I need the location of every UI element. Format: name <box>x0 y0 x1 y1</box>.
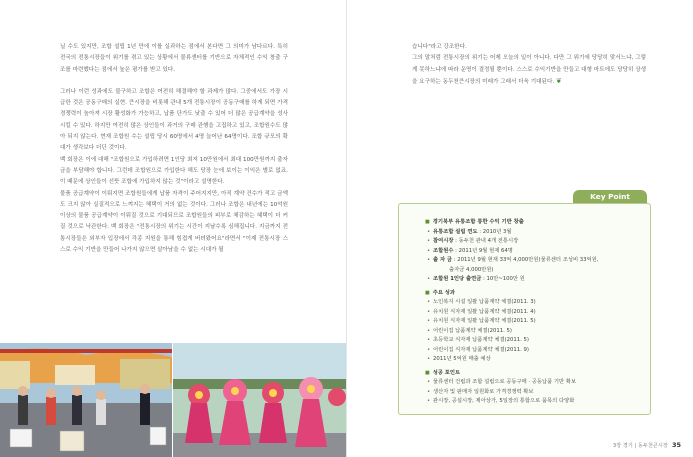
key-point-item <box>425 317 645 327</box>
key-point-item-value: : 동두천 관내 4개 전통시장 <box>453 238 519 244</box>
left-paragraph-3: 백 회장은 이에 대해 "조합원으로 가입하려면 1인당 최저 10만원에서 최대 100만원까지 출자금을 부담해야 합니다. 그런데 조합원으로 가입한다 해도 당장 눈에 보이는 이익은 별로 없죠. 이 때문에 상인들이 선뜻 조합에 가입하지 않는 것"이라고 설명한다. <box>60 156 288 186</box>
key-point-item-value: 관시장, 공설시장, 제아상가, 5일장의 통합으로 품목의 다양화 <box>433 398 575 404</box>
key-point-item-value: 어린이집 식자재 납품계약 체결(2011. 9) <box>433 346 529 353</box>
key-point-item <box>425 275 645 285</box>
key-point-item <box>425 237 645 247</box>
key-point-item <box>425 388 645 398</box>
key-point-heading: ■ 주요 성과 <box>425 289 645 299</box>
key-point-item-label: 조합원수 <box>433 247 454 254</box>
right-paragraph-1: 습니다"라고 강조한다. <box>412 44 467 50</box>
key-point-section <box>425 218 645 285</box>
right-body-text <box>412 42 646 88</box>
key-point-item-value: 출자금 4,000만원) <box>449 266 494 273</box>
page-number: 35 <box>671 441 681 449</box>
key-point-item <box>425 346 645 356</box>
key-point-item-value: 물류센터 건립과 조합 설립으로 공동구매 · 공동납품 기반 확보 <box>433 379 577 385</box>
left-body-text <box>60 42 288 256</box>
key-point-item-value: 초등학교 식자재 납품계약 체결(2011. 5) <box>433 337 529 343</box>
left-paragraph-4: 물품 공급계약이 이뤄지면 조합원들에게 납품 자격이 주어지지만, 아직 계약 건수가 적고 금액도 크지 않아 실질적으로 느껴지는 혜택이 거의 없는 것이다. 그러나 조합은 내년에는 10억원 이상의 물품 공급계약이 이뤄질 것으로 기대되므로 조합원들의 피부로 체감하는 혜택이 더 커질 것으로 낙관한다. 백 회장은 "전통시장의 위기는 시간이 지날수록 심해집니다. 지금까지 전통시장들은 외부자 입장에서 각종 지원을 통해 힘겹게 버텨왔어요"라면서 "이제 전통시장 스스로 수익 기반을 만들어 나가지 않으면 살아남을 수 없는 시대가 될 <box>60 190 288 254</box>
key-point-section <box>425 289 645 365</box>
key-point-item-value: 노인복지 시설 일괄 납품계약 체결(2011. 3) <box>433 299 536 305</box>
key-point-item <box>425 327 645 337</box>
key-point-item-value: 유치원 식자재 일괄 납품계약 체결(2011. 5) <box>433 318 536 324</box>
right-page <box>347 0 693 457</box>
key-point-item <box>425 355 645 365</box>
key-point-item <box>425 266 645 276</box>
key-point-heading: ■ 성공 포인트 <box>425 369 645 379</box>
key-point-item <box>425 298 645 308</box>
key-point-item-value: : 2011년 9월 현재 64명 <box>453 247 513 254</box>
right-paragraph-2 <box>412 53 646 88</box>
key-point-heading: ■ 경기북부 유통조합 통한 수익 기반 창출 <box>425 218 645 228</box>
key-point-item <box>425 256 645 266</box>
key-point-box <box>398 190 651 415</box>
key-point-item-value: 어린이집 납품계약 체결(2011. 5) <box>433 327 512 334</box>
key-point-item <box>425 247 645 257</box>
leaf-icon: ❦ <box>555 76 562 85</box>
left-page <box>0 0 346 457</box>
key-point-item-label: 조합원 1인당 출연금 <box>433 276 482 282</box>
key-point-item-value: : 2010년 3월 <box>477 228 512 235</box>
key-point-item-label: 참여시장 <box>433 238 454 244</box>
key-point-item <box>425 308 645 318</box>
left-paragraph-1: 닐 수도 있지만, 조합 설립 1년 만에 이를 실과하는 점에서 본다면 그 의미가 남다르다. 특히 전국의 전통시장들이 위기를 겪고 있는 상황에서 물류센터를 기반으로 자체적인 수익 창출 구조를 마련했다는 점에서 높은 평가를 받고 있다. <box>60 44 288 73</box>
key-point-item <box>425 378 645 388</box>
market-event-photo <box>0 343 172 457</box>
key-point-item-value: : 10만~100만 원 <box>481 276 525 282</box>
key-point-tab: Key Point <box>573 190 647 204</box>
key-point-section <box>425 369 645 407</box>
footer-chapter: 3장 경기 | 동두천큰시장 <box>612 443 668 449</box>
key-point-item-value: : 2011년 9월 현재 33억 4,000만원(물류센터 조성비 33억원, <box>452 257 599 263</box>
left-paragraph-2: 그러나 이런 성과에도 불구하고 조합은 여전히 해결해야 할 과제가 많다. 그중에서도 가장 시급한 것은 공동구매의 실현. 큰시장을 비롯해 관내 5개 전통시장이 공동구매를 하게 되면 가격경쟁력이 높아져 시장 활성화가 가능하고, 납품 단가도 낮출 수 있어 더 많은 공급계약을 성사시킬 수 있다. 하지만 여전히 많은 상인들이 과거의 구매 관행을 고집하고 있고, 조합원수도 많아 되지 않는다. 현재 조합원 수는 설립 당시 60명에서 4명 늘어난 64명이다. 조합 규모의 확대가 생각보다 더딘 것이다. <box>60 88 288 152</box>
key-point-item-value: 유치원 식자재 일괄 납품계약 체결(2011. 4) <box>433 308 536 315</box>
right-paragraph-2-text: 그의 말처럼 전통시장의 위기는 어제 오늘의 일이 아니다. 다만 그 위기에 당당히 맞서느냐, 그렇게 못하느냐에 따라 운명이 결정될 뿐이다. 스스로 수익기반을 만들고 대형 마트에도 당당히 상생을 요구하는 동두천큰시장의 미래가 그래서 더욱 기대된다. <box>412 55 646 85</box>
key-point-item-label: 출 자 금 <box>433 257 453 263</box>
key-point-content <box>425 218 645 411</box>
key-point-item <box>425 397 645 407</box>
key-point-item-label: 유통조합 설립 연도 <box>433 228 478 235</box>
key-point-item <box>425 228 645 238</box>
key-point-item-value: 생산자 및 판매자 일원화로 가격경쟁력 확보 <box>433 388 534 395</box>
key-point-panel <box>398 203 651 415</box>
page-footer <box>613 441 681 449</box>
key-point-item <box>425 336 645 346</box>
key-point-item-value: 2011년 5억원 매출 예상 <box>433 356 491 362</box>
fan-dance-photo <box>173 343 346 457</box>
